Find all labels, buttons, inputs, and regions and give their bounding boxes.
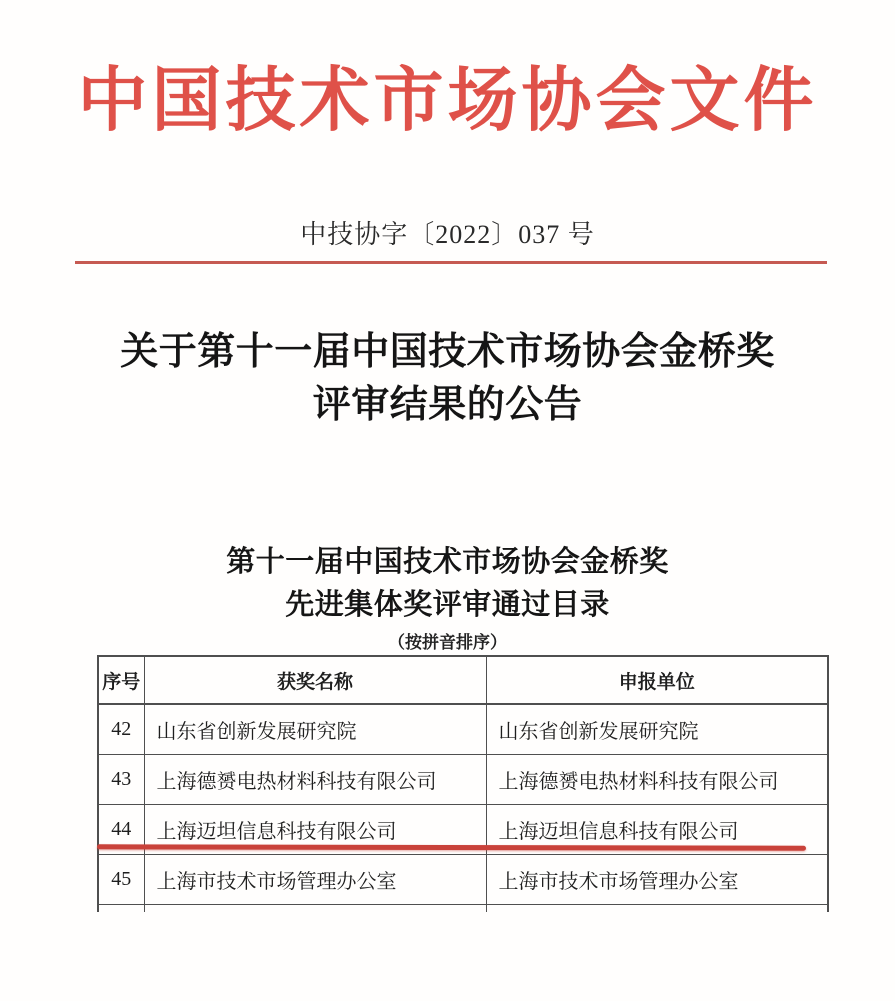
table-row <box>98 754 828 804</box>
announcement-title-line1: 关于第十一届中国技术市场协会金桥奖 <box>120 331 775 373</box>
header-serial: 序号 <box>98 656 144 704</box>
table-row-partial <box>98 904 828 912</box>
cell-serial: 42 <box>98 704 144 754</box>
table-header-row <box>98 656 828 704</box>
cell-applicant: 上海德赟电热材料科技有限公司 <box>486 754 828 804</box>
cell-award-name: 上海市技术市场管理办公室 <box>144 854 486 904</box>
letterhead-title: 中国技术市场协会文件 <box>77 63 818 140</box>
awards-table-partial-row <box>98 904 828 912</box>
table-row <box>98 854 828 904</box>
cell-award-name: 上海迈坦信息科技有限公司 <box>144 804 486 854</box>
cell-applicant: 上海市技术市场管理办公室 <box>486 854 828 904</box>
table-row <box>98 704 828 754</box>
list-title-line1: 第十一届中国技术市场协会金桥奖 <box>226 546 669 578</box>
awards-table-body <box>98 704 828 904</box>
awards-table <box>97 655 829 912</box>
doc-number: 中技协字〔2022〕037 号 <box>300 220 595 249</box>
sort-note: （按拼音排序） <box>388 633 507 652</box>
cell-award-name: 上海德赟电热材料科技有限公司 <box>144 754 486 804</box>
announcement-title <box>0 326 895 432</box>
awards-table-header <box>98 656 828 704</box>
cell-serial: 43 <box>98 754 144 804</box>
cell-serial: 44 <box>98 804 144 854</box>
cell-award-name: 山东省创新发展研究院 <box>144 704 486 754</box>
cell-applicant: 上海迈坦信息科技有限公司 <box>486 804 828 854</box>
header-award-name: 获奖名称 <box>144 656 486 704</box>
announcement-title-line2: 评审结果的公告 <box>312 384 583 426</box>
list-title-line2: 先进集体奖评审通过目录 <box>285 589 610 621</box>
cell-serial: 45 <box>98 854 144 904</box>
list-title <box>0 541 895 627</box>
cell-applicant: 山东省创新发展研究院 <box>486 704 828 754</box>
red-separator-line <box>75 261 827 264</box>
header-applicant: 申报单位 <box>486 656 828 704</box>
